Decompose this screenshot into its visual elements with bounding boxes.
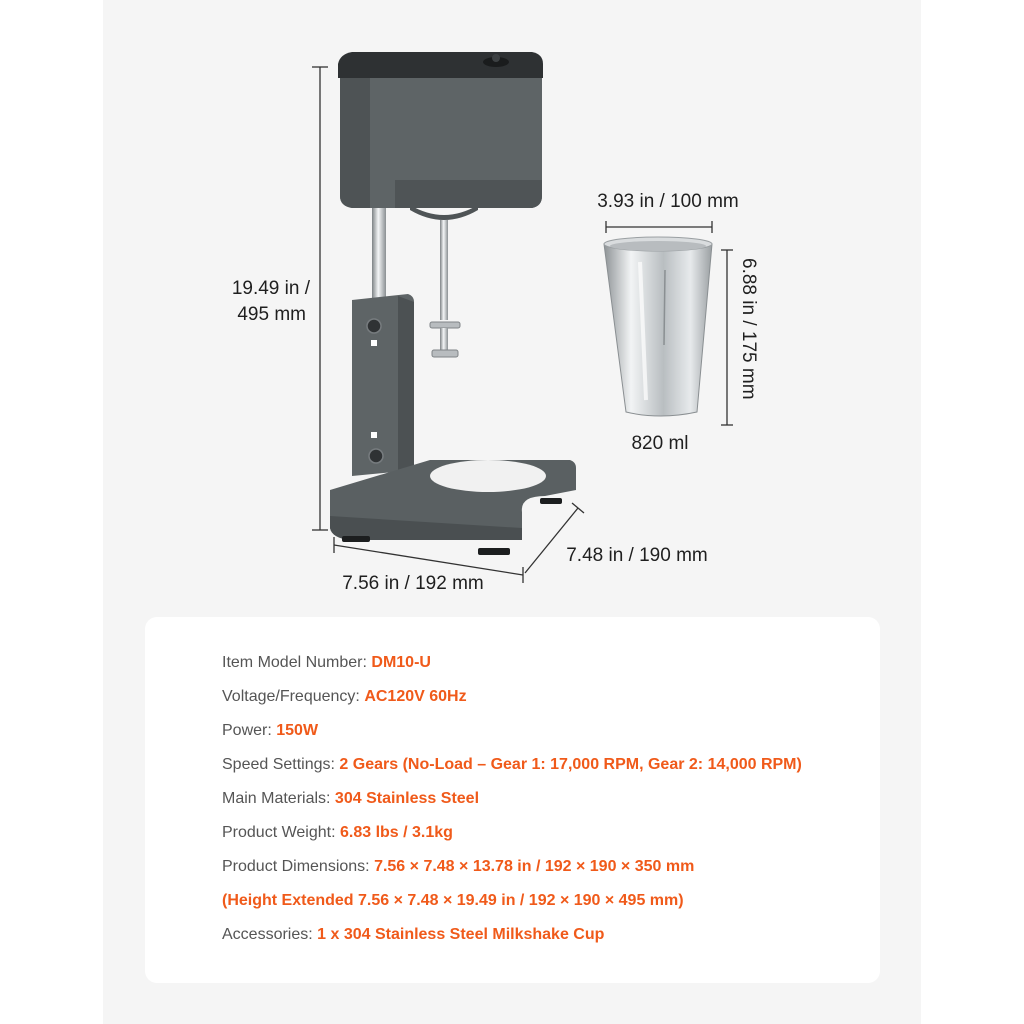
spec-row bbox=[222, 756, 802, 774]
spec-label: Item Model Number: bbox=[222, 654, 372, 671]
spec-row bbox=[222, 790, 479, 808]
spec-label: Product Weight: bbox=[222, 824, 340, 841]
cup-height-dimension-line bbox=[721, 250, 733, 425]
spec-row bbox=[222, 824, 453, 842]
spec-value: 1 x 304 Stainless Steel Milkshake Cup bbox=[317, 926, 605, 943]
milkshake-machine-image bbox=[330, 52, 576, 555]
milkshake-cup-image bbox=[604, 237, 712, 416]
spec-row bbox=[222, 892, 684, 910]
spec-row bbox=[222, 722, 318, 740]
spec-label: Voltage/Frequency: bbox=[222, 688, 365, 705]
spec-value: 7.56 × 7.48 × 13.78 in / 192 × 190 × 350 mm bbox=[374, 858, 695, 875]
height-label: 19.49 in / bbox=[231, 278, 310, 299]
spec-label: Main Materials: bbox=[222, 790, 335, 807]
width-label: 7.56 in / 192 mm bbox=[342, 573, 484, 594]
spec-value: (Height Extended 7.56 × 7.48 × 19.49 in / 192 × 190 × 495 mm) bbox=[222, 892, 684, 909]
cup-height-label: 6.88 in / 175 mm bbox=[738, 258, 759, 400]
spec-label: Power: bbox=[222, 722, 277, 739]
spec-row bbox=[222, 926, 604, 944]
cup-capacity-label: 820 ml bbox=[631, 433, 689, 454]
cup-diameter-label: 3.93 in / 100 mm bbox=[597, 191, 739, 212]
spec-value: 6.83 lbs / 3.1kg bbox=[339, 824, 453, 841]
spec-value: AC120V 60Hz bbox=[364, 688, 467, 705]
spec-value: DM10-U bbox=[371, 654, 431, 671]
spec-value: 150W bbox=[276, 722, 319, 739]
spec-row bbox=[222, 654, 431, 672]
spec-label: Accessories: bbox=[222, 926, 318, 943]
spec-label: Product Dimensions: bbox=[222, 858, 375, 875]
cup-diameter-dimension-line bbox=[606, 221, 712, 233]
spec-value: 2 Gears (No-Load – Gear 1: 17,000 RPM, Gear 2: 14,000 RPM) bbox=[339, 756, 802, 773]
spec-value: 304 Stainless Steel bbox=[334, 790, 480, 807]
height-mm-label: 495 mm bbox=[237, 304, 306, 325]
spec-row bbox=[222, 688, 467, 706]
height-dimension-line bbox=[312, 67, 328, 530]
depth-label: 7.48 in / 190 mm bbox=[566, 545, 708, 566]
spec-label: Speed Settings: bbox=[222, 756, 340, 773]
spec-row bbox=[222, 858, 694, 876]
